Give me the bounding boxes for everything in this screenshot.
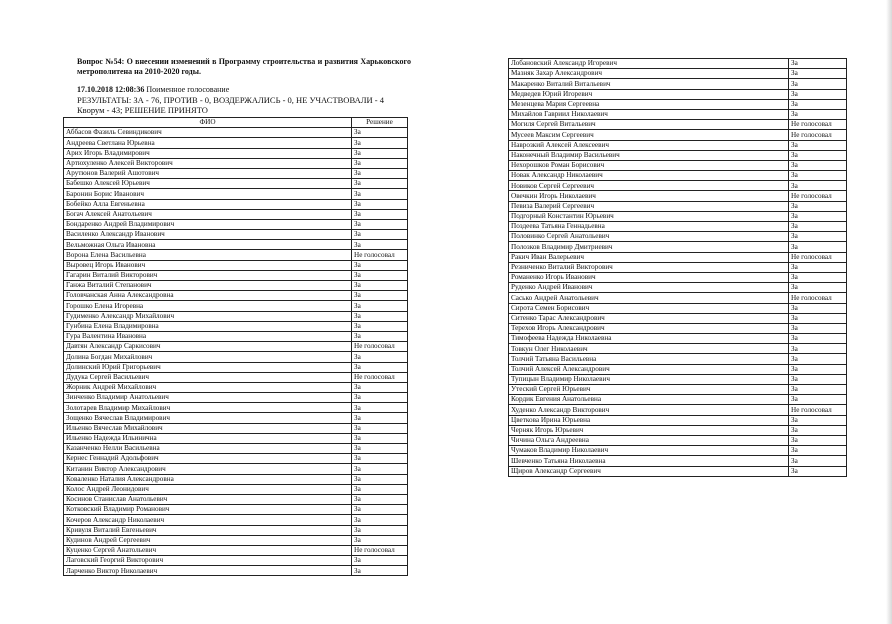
deputy-name-cell: Медведев Юрий Игоревич (509, 89, 789, 99)
column-header-decision: Решение (352, 118, 408, 128)
decision-cell: За (789, 79, 847, 89)
votes-table-left (63, 117, 408, 576)
decision-cell: За (789, 222, 847, 232)
decision-cell: За (352, 474, 408, 484)
deputy-name-cell: Зощенко Вячеслав Владимирович (64, 413, 352, 423)
decision-cell: За (352, 454, 408, 464)
deputy-name-cell: Лобановский Александр Игоревич (509, 59, 789, 69)
deputy-name-cell: Бондаренко Андрей Владимирович (64, 219, 352, 229)
deputy-name-cell: Куценко Сергей Анатольевич (64, 545, 352, 555)
decision-cell: За (789, 150, 847, 160)
table-row (509, 293, 847, 303)
decision-cell: За (352, 321, 408, 331)
decision-cell: Не голосовал (352, 342, 408, 352)
decision-cell: За (789, 354, 847, 364)
table-row (64, 311, 408, 321)
decision-cell: За (789, 374, 847, 384)
table-row (509, 89, 847, 99)
deputy-name-cell: Казанченко Нелли Васильевна (64, 444, 352, 454)
decision-cell: За (352, 556, 408, 566)
decision-cell: За (352, 515, 408, 525)
table-row (64, 413, 408, 423)
deputy-name-cell: Богач Алексей Анатольевич (64, 209, 352, 219)
table-row (64, 128, 408, 138)
decision-cell: За (352, 189, 408, 199)
page-edge-shadow (886, 0, 892, 624)
deputy-name-cell: Давтян Александр Саркисович (64, 342, 352, 352)
deputy-name-cell: Кривуля Виталий Евгеньевич (64, 525, 352, 535)
deputy-name-cell: Черняк Игорь Юрьевич (509, 425, 789, 435)
table-row (64, 189, 408, 199)
decision-cell: За (789, 160, 847, 170)
table-row (64, 372, 408, 382)
table-row (64, 423, 408, 433)
deputy-name-cell: Кудинов Андрей Сергеевич (64, 535, 352, 545)
decision-cell: Не голосовал (789, 252, 847, 262)
table-row (509, 425, 847, 435)
deputy-name-cell: Горошко Елена Игоревна (64, 301, 352, 311)
decision-cell: Не голосовал (789, 191, 847, 201)
decision-cell: За (789, 425, 847, 435)
deputy-name-cell: Коваленко Наталия Александровна (64, 474, 352, 484)
decision-cell: За (352, 413, 408, 423)
decision-cell: За (352, 423, 408, 433)
column-header-name: ФИО (64, 118, 352, 128)
decision-cell: За (789, 171, 847, 181)
table-row (509, 435, 847, 445)
table-row (509, 344, 847, 354)
deputy-name-cell: Тимофеева Надежда Николаевна (509, 334, 789, 344)
table-row (509, 466, 847, 476)
decision-cell: За (789, 466, 847, 476)
deputy-name-cell: Могиля Сергей Витальевич (509, 120, 789, 130)
decision-cell: Не голосовал (789, 405, 847, 415)
decision-cell: За (789, 211, 847, 221)
deputy-name-cell: Кернес Геннадий Адольфович (64, 454, 352, 464)
deputy-name-cell: Долина Богдан Михайлович (64, 352, 352, 362)
deputy-name-cell: Лаговский Георгий Викторович (64, 556, 352, 566)
table-row (509, 262, 847, 272)
question-title: Вопрос №54: О внесении изменений в Программу строительства и развития Харьковского метрополитена на 2010-2020 годы. (77, 57, 411, 76)
decision-cell: За (789, 272, 847, 282)
table-row (64, 494, 408, 504)
decision-cell: За (352, 219, 408, 229)
deputy-name-cell: Сасько Андрей Анатольевич (509, 293, 789, 303)
vote-type: Поименное голосование (146, 85, 230, 94)
deputy-name-cell: Ворона Елена Васильевна (64, 250, 352, 260)
deputy-name-cell: Наврозкий Алексей Алексеевич (509, 140, 789, 150)
table-row (64, 301, 408, 311)
deputy-name-cell: Василенко Александр Иванович (64, 230, 352, 240)
decision-cell: За (352, 179, 408, 189)
deputy-name-cell: Баронин Борис Иванович (64, 189, 352, 199)
decision-cell: За (352, 331, 408, 341)
table-row (509, 272, 847, 282)
table-row (509, 283, 847, 293)
decision-cell: Не голосовал (789, 130, 847, 140)
table-row (509, 446, 847, 456)
deputy-name-cell: Зинченко Владимир Анатольевич (64, 393, 352, 403)
table-row (64, 148, 408, 158)
decision-cell: За (789, 334, 847, 344)
decision-cell: За (352, 138, 408, 148)
table-row (509, 456, 847, 466)
deputy-name-cell: Ильенко Вячеслав Михайлович (64, 423, 352, 433)
table-row (509, 252, 847, 262)
decision-cell: За (352, 158, 408, 168)
table-row (509, 211, 847, 221)
deputy-name-cell: Головчанская Анна Александровна (64, 291, 352, 301)
decision-cell: За (789, 109, 847, 119)
decision-cell: За (789, 415, 847, 425)
decision-cell: За (789, 99, 847, 109)
deputy-name-cell: Романенко Игорь Иванович (509, 272, 789, 282)
decision-cell: Не голосовал (352, 372, 408, 382)
table-row (509, 354, 847, 364)
table-row (64, 250, 408, 260)
decision-cell: За (352, 494, 408, 504)
decision-cell: За (352, 281, 408, 291)
deputy-name-cell: Чумаков Владимир Николаевич (509, 446, 789, 456)
deputy-name-cell: Подгорный Константин Юрьевич (509, 211, 789, 221)
table-row (509, 232, 847, 242)
table-row (509, 140, 847, 150)
table-row (64, 382, 408, 392)
decision-cell: Не голосовал (352, 250, 408, 260)
vote-datetime: 17.10.2018 12:08:36 (77, 85, 145, 94)
vote-results: РЕЗУЛЬТАТЫ: ЗА - 76, ПРОТИВ - 0, ВОЗДЕРЖАЛИСЬ - 0, НЕ УЧАСТВОВАЛИ - 4 (77, 95, 384, 105)
table-row (64, 433, 408, 443)
table-row (64, 464, 408, 474)
deputy-name-cell: Овечкин Игорь Николаевич (509, 191, 789, 201)
table-row (509, 181, 847, 191)
table-row (64, 393, 408, 403)
deputy-name-cell: Гура Валентина Ивановна (64, 331, 352, 341)
deputy-name-cell: Бабешко Алексей Юрьевич (64, 179, 352, 189)
decision-cell: За (352, 484, 408, 494)
table-row (64, 535, 408, 545)
deputy-name-cell: Полозков Владимир Дмитриевич (509, 242, 789, 252)
decision-cell: За (789, 364, 847, 374)
deputy-name-cell: Ситенко Тарас Александрович (509, 313, 789, 323)
deputy-name-cell: Арих Игорь Владимирович (64, 148, 352, 158)
decision-cell: За (352, 433, 408, 443)
votes-table-right (508, 58, 847, 477)
deputy-name-cell: Долинский Юрий Григорьевич (64, 362, 352, 372)
decision-cell: За (352, 352, 408, 362)
table-row (509, 79, 847, 89)
deputy-name-cell: Чичина Ольга Андреевна (509, 435, 789, 445)
decision-cell: За (352, 382, 408, 392)
table-row (64, 168, 408, 178)
table-row (509, 109, 847, 119)
deputy-name-cell: Толчий Алексей Александрович (509, 364, 789, 374)
table-row (64, 331, 408, 341)
table-row (64, 291, 408, 301)
decision-cell: За (352, 260, 408, 270)
deputy-name-cell: Сирота Семен Борисович (509, 303, 789, 313)
deputy-name-cell: Кочеров Александр Николаевич (64, 515, 352, 525)
table-row (64, 281, 408, 291)
deputy-name-cell: Ларченко Виктор Николаевич (64, 566, 352, 576)
decision-cell: За (352, 270, 408, 280)
decision-cell: За (352, 444, 408, 454)
votes-table-right-body (509, 59, 847, 477)
table-row (509, 69, 847, 79)
decision-cell: За (352, 525, 408, 535)
table-row (64, 556, 408, 566)
vote-datetime-line (77, 85, 411, 95)
deputy-name-cell: Выровец Игорь Иванович (64, 260, 352, 270)
decision-cell: За (352, 566, 408, 576)
deputy-name-cell: Арутюнов Валерий Ашотович (64, 168, 352, 178)
deputy-name-cell: Аббасов Фазиль Севиндикович (64, 128, 352, 138)
decision-cell: За (789, 140, 847, 150)
table-row (509, 191, 847, 201)
table-row (509, 385, 847, 395)
deputy-name-cell: Утеский Сергей Юрьевич (509, 385, 789, 395)
table-row (509, 303, 847, 313)
table-row (64, 342, 408, 352)
deputy-name-cell: Михайлов Гавриил Николаевич (509, 109, 789, 119)
deputy-name-cell: Худенко Александр Викторович (509, 405, 789, 415)
table-row (64, 484, 408, 494)
deputy-name-cell: Половинко Сергей Анатольевич (509, 232, 789, 242)
table-row (509, 374, 847, 384)
table-row (509, 334, 847, 344)
decision-cell: За (352, 362, 408, 372)
table-row (64, 454, 408, 464)
deputy-name-cell: Новиков Сергей Сергеевич (509, 181, 789, 191)
table-row (509, 99, 847, 109)
deputy-name-cell: Золотарев Владимир Михайлович (64, 403, 352, 413)
deputy-name-cell: Ганжа Виталий Степанович (64, 281, 352, 291)
table-row (509, 242, 847, 252)
decision-cell: За (789, 446, 847, 456)
deputy-name-cell: Толчий Татьяна Васильевна (509, 354, 789, 364)
table-row (64, 158, 408, 168)
decision-cell: За (352, 230, 408, 240)
table-row (509, 201, 847, 211)
table-row (64, 209, 408, 219)
decision-cell: За (789, 59, 847, 69)
table-row (509, 313, 847, 323)
table-header-row (64, 118, 408, 128)
deputy-name-cell: Китанин Виктор Александрович (64, 464, 352, 474)
decision-cell: За (352, 403, 408, 413)
table-row (509, 150, 847, 160)
decision-cell: За (352, 148, 408, 158)
decision-cell: За (789, 232, 847, 242)
decision-cell: За (789, 344, 847, 354)
table-row (509, 59, 847, 69)
decision-cell: За (789, 395, 847, 405)
table-row (64, 474, 408, 484)
decision-cell: За (352, 393, 408, 403)
vote-quorum: Кворум - 43; РЕШЕНИЕ ПРИНЯТО (77, 105, 208, 115)
decision-cell: За (789, 303, 847, 313)
decision-cell: За (789, 385, 847, 395)
deputy-name-cell: Жорник Андрей Михайлович (64, 382, 352, 392)
decision-cell: За (352, 291, 408, 301)
table-row (509, 364, 847, 374)
decision-cell: За (789, 242, 847, 252)
deputy-name-cell: Вельможная Ольга Ивановна (64, 240, 352, 250)
table-row (64, 179, 408, 189)
deputy-name-cell: Мусеев Максим Сергеевич (509, 130, 789, 140)
deputy-name-cell: Андреева Светлана Юрьевна (64, 138, 352, 148)
table-row (509, 415, 847, 425)
decision-cell: За (352, 209, 408, 219)
decision-cell: Не голосовал (789, 120, 847, 130)
decision-cell: За (352, 535, 408, 545)
table-row (64, 515, 408, 525)
table-row (64, 525, 408, 535)
decision-cell: За (352, 240, 408, 250)
table-row (509, 160, 847, 170)
table-row (64, 505, 408, 515)
decision-cell: За (789, 89, 847, 99)
deputy-name-cell: Резниченко Виталий Викторович (509, 262, 789, 272)
decision-cell: За (352, 199, 408, 209)
decision-cell: За (789, 283, 847, 293)
deputy-name-cell: Новак Александр Николаевич (509, 171, 789, 181)
decision-cell: За (789, 435, 847, 445)
table-row (64, 321, 408, 331)
deputy-name-cell: Ракич Иван Валерьевич (509, 252, 789, 262)
table-row (64, 240, 408, 250)
deputy-name-cell: Котковский Владимир Романович (64, 505, 352, 515)
table-row (64, 566, 408, 576)
table-row (509, 405, 847, 415)
votes-table-left-body (64, 128, 408, 576)
deputy-name-cell: Тупицын Владимир Николаевич (509, 374, 789, 384)
table-row (509, 323, 847, 333)
table-row (64, 260, 408, 270)
deputy-name-cell: Артюхуленко Алексей Викторович (64, 158, 352, 168)
decision-cell: За (789, 201, 847, 211)
decision-cell: За (352, 128, 408, 138)
deputy-name-cell: Гудименко Александр Михайлович (64, 311, 352, 321)
deputy-name-cell: Певиза Валерий Сергеевич (509, 201, 789, 211)
table-row (64, 138, 408, 148)
decision-cell: За (352, 168, 408, 178)
decision-cell: За (352, 505, 408, 515)
deputy-name-cell: Колос Андрей Леонидович (64, 484, 352, 494)
decision-cell: За (789, 313, 847, 323)
deputy-name-cell: Ильенко Надежда Ильинична (64, 433, 352, 443)
table-row (509, 130, 847, 140)
deputy-name-cell: Макаренко Виталий Витальевич (509, 79, 789, 89)
document-header (77, 57, 411, 115)
deputy-name-cell: Нехорошков Роман Борисович (509, 160, 789, 170)
table-row (64, 444, 408, 454)
decision-cell: За (789, 262, 847, 272)
table-row (64, 362, 408, 372)
table-row (509, 395, 847, 405)
deputy-name-cell: Косинов Станислав Анатольевич (64, 494, 352, 504)
deputy-name-cell: Терехов Игорь Александрович (509, 323, 789, 333)
decision-cell: За (352, 311, 408, 321)
deputy-name-cell: Бобейко Алла Евгеньевна (64, 199, 352, 209)
decision-cell: За (789, 456, 847, 466)
deputy-name-cell: Дудука Сергей Васильевич (64, 372, 352, 382)
decision-cell: За (789, 181, 847, 191)
deputy-name-cell: Цветкова Ирина Юрьевна (509, 415, 789, 425)
deputy-name-cell: Наконечный Владимир Васильевич (509, 150, 789, 160)
decision-cell: За (352, 301, 408, 311)
table-row (509, 171, 847, 181)
decision-cell: Не голосовал (789, 293, 847, 303)
deputy-name-cell: Гунбина Елена Владимировна (64, 321, 352, 331)
table-row (509, 222, 847, 232)
table-row (64, 403, 408, 413)
table-row (64, 352, 408, 362)
decision-cell: За (789, 323, 847, 333)
table-row (64, 270, 408, 280)
deputy-name-cell: Шевченко Татьяна Николаевна (509, 456, 789, 466)
table-row (64, 230, 408, 240)
deputy-name-cell: Щиров Александр Сергеевич (509, 466, 789, 476)
table-row (64, 199, 408, 209)
table-row (64, 545, 408, 555)
deputy-name-cell: Мезенцева Мария Сергеевна (509, 99, 789, 109)
decision-cell: За (789, 69, 847, 79)
table-row (509, 120, 847, 130)
deputy-name-cell: Кордик Евгения Анатольевна (509, 395, 789, 405)
deputy-name-cell: Гагарин Виталий Викторович (64, 270, 352, 280)
decision-cell: За (352, 464, 408, 474)
deputy-name-cell: Поздеева Татьяна Геннадьевна (509, 222, 789, 232)
deputy-name-cell: Мазняк Захар Александрович (509, 69, 789, 79)
table-row (64, 219, 408, 229)
deputy-name-cell: Руденко Андрей Иванович (509, 283, 789, 293)
decision-cell: Не голосовал (352, 545, 408, 555)
deputy-name-cell: Товкун Олег Николаевич (509, 344, 789, 354)
